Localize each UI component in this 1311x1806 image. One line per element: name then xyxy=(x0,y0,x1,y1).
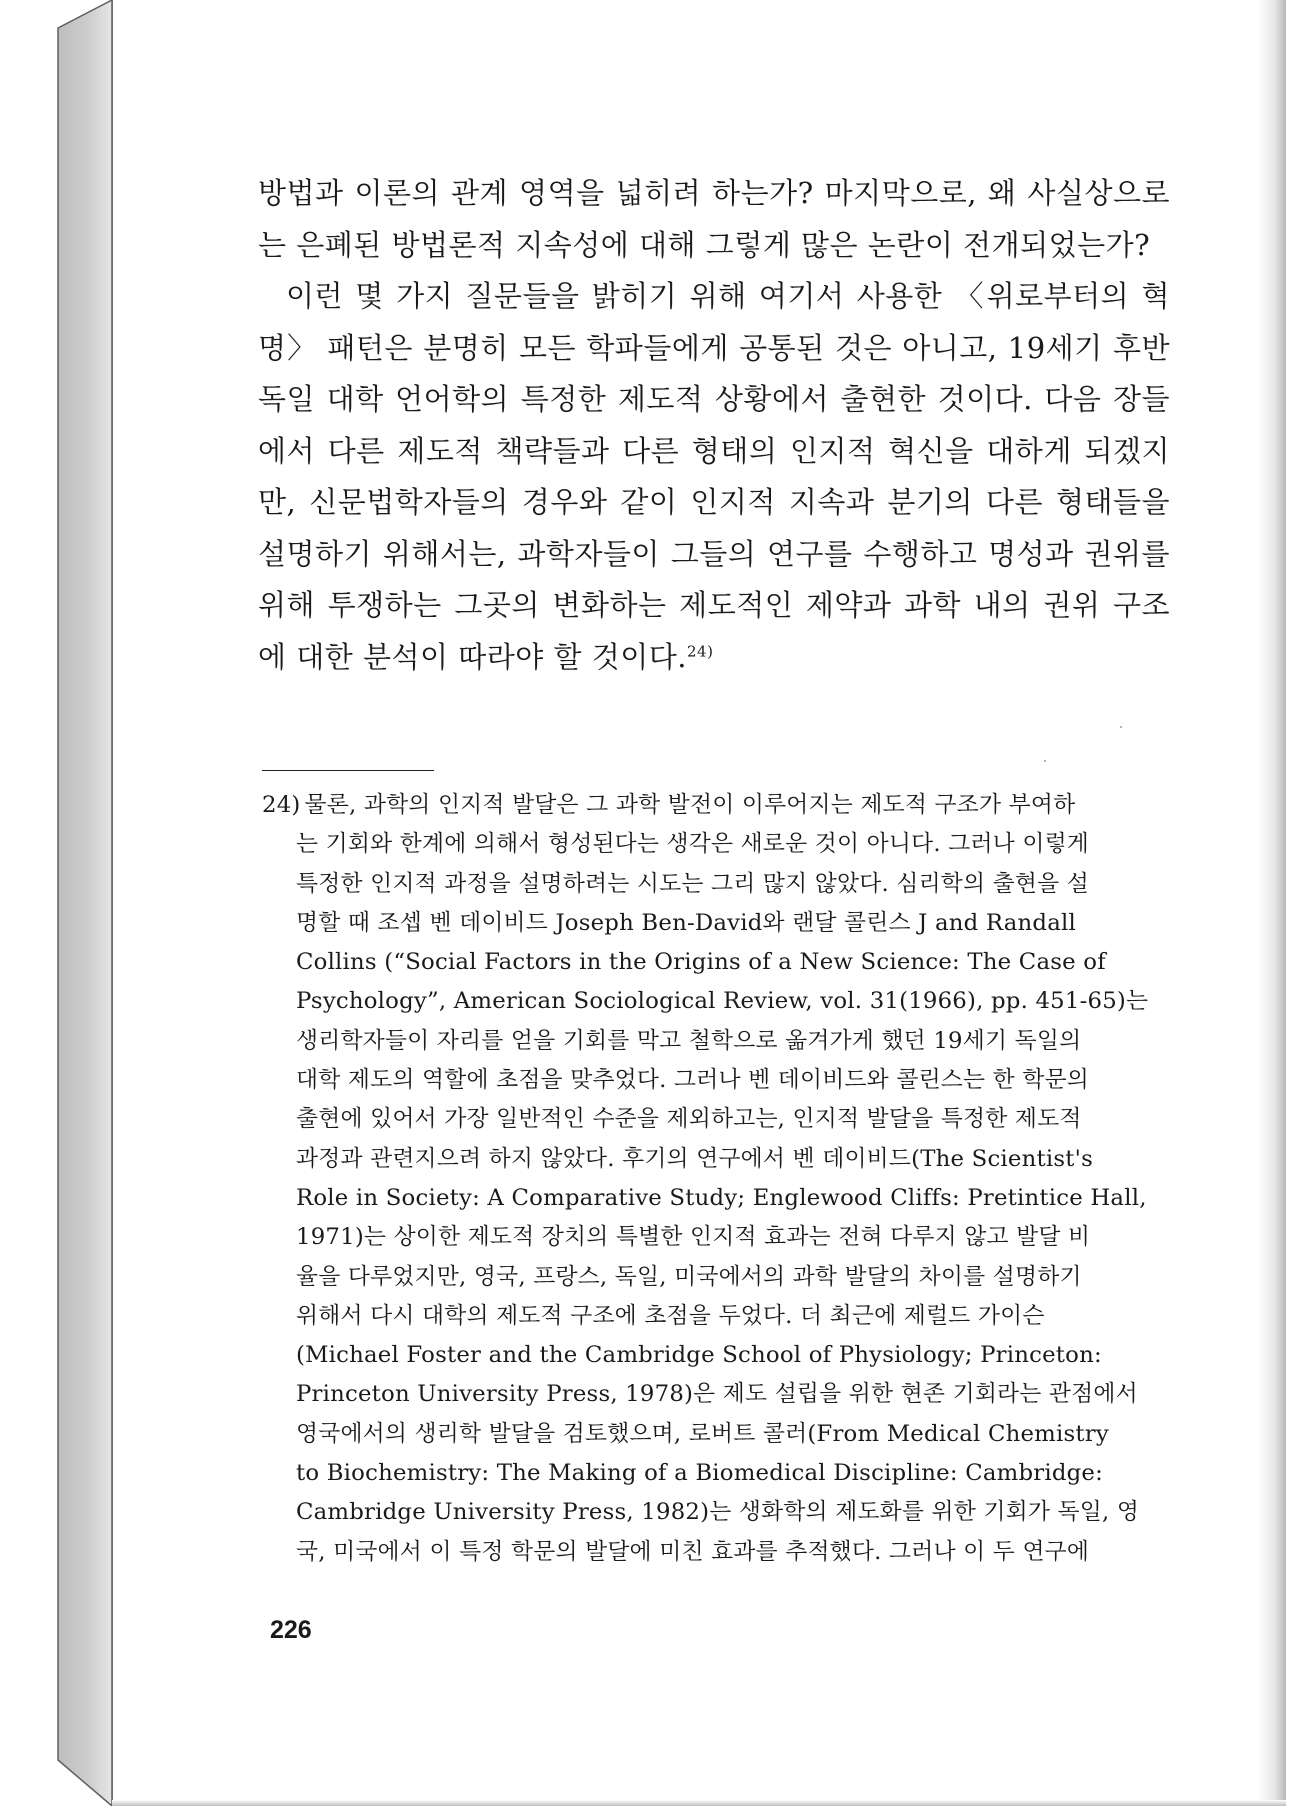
footnote-line: 특정한 인지적 과정을 설명하려는 시도는 그리 많지 않았다. 심리학의 출현을 설 xyxy=(296,870,1090,897)
footnote-line: 명할 때 조셉 벤 데이비드 Joseph Ben-David와 랜달 콜린스 J and Randall xyxy=(296,909,1076,936)
footnote-number: 24) xyxy=(262,792,301,818)
scan-speck xyxy=(1120,726,1122,728)
footnote-line: 영국에서의 생리학 발달을 검토했으며, 로버트 콜러(From Medical Chemistry xyxy=(296,1420,1109,1447)
page-number: 226 xyxy=(270,1616,312,1644)
footnote-line xyxy=(262,786,1170,825)
paragraph-1: 방법과 이론의 관계 영역을 넓히려 하는가? 마지막으로, 왜 사실상으로는 은폐된 방법론적 지속성에 대해 그렇게 많은 논란이 전개되었는가? xyxy=(258,176,1170,262)
paragraph-2 xyxy=(258,271,1170,683)
footnote-line-text: 물론, 과학의 인지적 발달은 그 과학 발전이 이루어지는 제도적 구조가 부여하 xyxy=(304,792,1076,818)
footnote-line: 율을 다루었지만, 영국, 프랑스, 독일, 미국에서의 과학 발달의 차이를 설명하기 xyxy=(296,1263,1082,1290)
footnote-line: 위해서 다시 대학의 제도적 구조에 초점을 두었다. 더 최근에 제럴드 가이슨 xyxy=(296,1302,1045,1329)
footnote-line: Role in Society: A Comparative Study; Englewood Cliffs: Pretintice Hall, xyxy=(296,1184,1147,1211)
body-text xyxy=(258,168,1170,683)
paragraph-2-text: 이런 몇 가지 질문들을 밝히기 위해 여기서 사용한 〈위로부터의 혁명〉 패턴은 분명히 모든 학파들에게 공통된 것은 아니고, 19세기 후반 독일 대학 언어학의 특정한 제도적 상황에서 출현한 것이다. 다음 장들에서 다른 제도적 책략들과 다른 형태의 인지적 혁신을 대하게 되겠지만, 신문법학자들의 경우와 같이 인지적 지속과 분기의 다른 형태들을 설명하기 위해서는, 과학자들이 그들의 연구를 수행하고 명성과 권위를 위해 투쟁하는 그곳의 변화하는 제도적인 제약과 과학 내의 권위 구조에 대한 분석이 따라야 할 것이다. xyxy=(258,279,1170,674)
footnote-line: 대학 제도의 역할에 초점을 맞추었다. 그러나 벤 데이비드와 콜린스는 한 학문의 xyxy=(296,1067,1090,1094)
footnote-line: Collins (“Social Factors in the Origins of a New Science: The Case of xyxy=(296,949,1106,976)
footnote-line: 국, 미국에서 이 특정 학문의 발달에 미친 효과를 추적했다. 그러나 이 두 연구에 xyxy=(296,1538,1090,1565)
footnote-line: Princeton University Press, 1978)은 제도 설립을 위한 현존 기회라는 관점에서 xyxy=(296,1381,1138,1408)
footnote-line: 과정과 관련지으려 하지 않았다. 후기의 연구에서 벤 데이비드(The Scientist's xyxy=(296,1145,1093,1172)
footnote-line: 1971)는 상이한 제도적 장치의 특별한 인지적 효과는 전혀 다루지 않고 발달 비 xyxy=(296,1224,1091,1251)
book-spine xyxy=(0,0,120,1806)
page-edge-shadow xyxy=(1258,0,1286,1806)
page-bottom-edge xyxy=(112,1800,1286,1806)
footnote-line: 생리학자들이 자리를 얻을 기회를 막고 철학으로 옮겨가게 했던 19세기 독일의 xyxy=(296,1027,1082,1054)
footnote-line: (Michael Foster and the Cambridge School of Physiology; Princeton: xyxy=(296,1342,1102,1369)
footnote-line: to Biochemistry: The Making of a Biomedical Discipline: Cambridge: xyxy=(296,1460,1103,1487)
footnote-line: 출현에 있어서 가장 일반적인 수준을 제외하고는, 인지적 발달을 특정한 제도적 xyxy=(296,1106,1082,1133)
scan-speck xyxy=(1044,760,1046,762)
footnote-line: Cambridge University Press, 1982)는 생화학의 제도화를 위한 기회가 독일, 영 xyxy=(296,1499,1140,1526)
footnote-24 xyxy=(262,786,1170,1572)
footnote-rule xyxy=(262,770,434,771)
footnote-line: Psychology”, American Sociological Review, vol. 31(1966), pp. 451-65)는 xyxy=(296,988,1149,1015)
footnote-reference: 24) xyxy=(687,641,714,660)
footnote-line: 는 기회와 한계에 의해서 형성된다는 생각은 새로운 것이 아니다. 그러나 이렇게 xyxy=(296,831,1090,858)
